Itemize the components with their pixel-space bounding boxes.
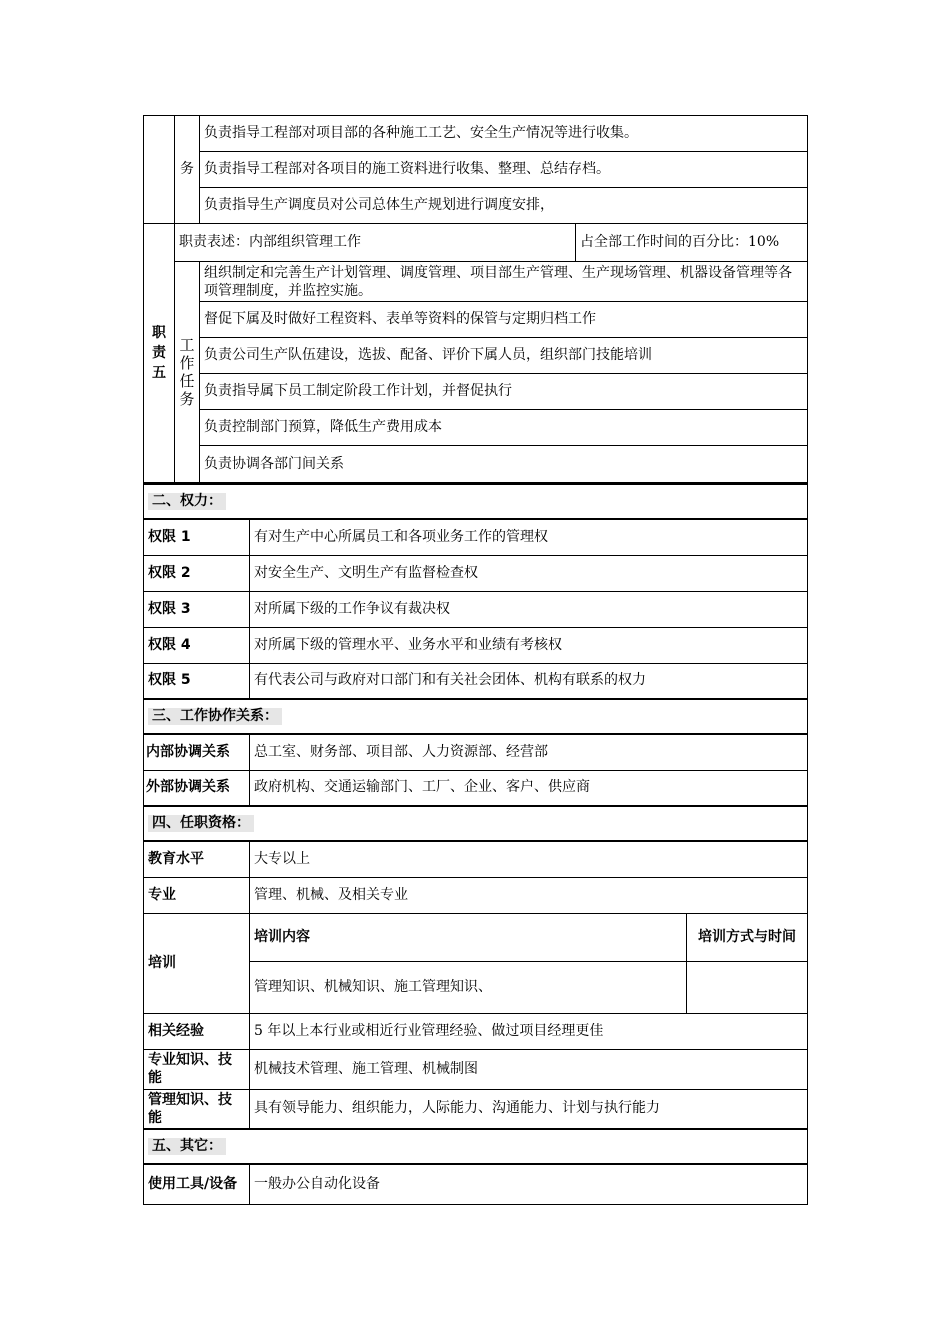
authority-section-header xyxy=(144,484,808,519)
authority-3-label: 权限 3 xyxy=(144,591,250,627)
authority-title: 二、权力： xyxy=(148,493,226,510)
authority-1-label: 权限 1 xyxy=(144,519,250,555)
external-relations-label: 外部协调关系 xyxy=(144,770,250,806)
duty4-task-1: 负责指导工程部对项目部的各种施工工艺、安全生产情况等进行收集。 xyxy=(200,116,808,152)
duty5-description: 职责表述：内部组织管理工作 xyxy=(175,224,576,262)
authority-2-label: 权限 2 xyxy=(144,555,250,591)
education-value: 大专以上 xyxy=(250,841,808,877)
qualification-section-header xyxy=(144,806,808,841)
experience-value: 5 年以上本行业或相近行业管理经验、做过项目经理更佳 xyxy=(250,1013,808,1049)
duties-table xyxy=(143,115,808,483)
training-method-value xyxy=(687,961,808,1013)
skills-value: 机械技术管理、施工管理、机械制图 xyxy=(250,1049,808,1089)
duty5-task-4: 负责指导属下员工制定阶段工作计划，并督促执行 xyxy=(200,374,808,410)
relations-title: 三、工作协作关系： xyxy=(148,708,282,725)
duty5-task-5: 负责控制部门预算，降低生产费用成本 xyxy=(200,410,808,446)
duty5-task-label xyxy=(175,262,200,483)
duty4-task-2: 负责指导工程部对各项目的施工资料进行收集、整理、总结存档。 xyxy=(200,152,808,188)
authority-4-label: 权限 4 xyxy=(144,627,250,663)
authority-4-value: 对所属下级的管理水平、业务水平和业绩有考核权 xyxy=(250,627,808,663)
details-table xyxy=(143,483,808,1205)
other-section-header xyxy=(144,1129,808,1164)
duty5-label-text: 职责五 xyxy=(152,325,166,381)
authority-5-label: 权限 5 xyxy=(144,663,250,699)
duty5-task-3: 负责公司生产队伍建设，选拔、配备、评价下属人员，组织部门技能培训 xyxy=(200,338,808,374)
mgmt-skills-label: 管理知识、技能 xyxy=(144,1089,250,1129)
duty5-task-2: 督促下属及时做好工程资料、表单等资料的保管与定期归档工作 xyxy=(200,302,808,338)
tools-label: 使用工具/设备 xyxy=(144,1164,250,1204)
authority-5-value: 有代表公司与政府对口部门和有关社会团体、机构有联系的权力 xyxy=(250,663,808,699)
training-content-value: 管理知识、机械知识、施工管理知识、 xyxy=(250,961,687,1013)
authority-1-value: 有对生产中心所属员工和各项业务工作的管理权 xyxy=(250,519,808,555)
other-title: 五、其它： xyxy=(148,1138,226,1155)
duty4-task-3: 负责指导生产调度员对公司总体生产规划进行调度安排， xyxy=(200,188,808,224)
duty4-label-cell xyxy=(144,116,175,224)
mgmt-skills-value: 具有领导能力、组织能力，人际能力、沟通能力、计划与执行能力 xyxy=(250,1089,808,1129)
duty5-task-6: 负责协调各部门间关系 xyxy=(200,446,808,483)
training-content-header: 培训内容 xyxy=(250,913,687,961)
job-description-page xyxy=(143,115,807,1205)
major-value: 管理、机械、及相关专业 xyxy=(250,877,808,913)
internal-relations-value: 总工室、财务部、项目部、人力资源部、经营部 xyxy=(250,734,808,770)
training-label: 培训 xyxy=(144,913,250,1013)
duty5-percentage: 占全部工作时间的百分比：10% xyxy=(576,224,808,262)
experience-label: 相关经验 xyxy=(144,1013,250,1049)
internal-relations-label: 内部协调关系 xyxy=(144,734,250,770)
major-label: 专业 xyxy=(144,877,250,913)
duty5-task-label-text: 工作任务 xyxy=(179,336,195,408)
authority-2-value: 对安全生产、文明生产有监督检查权 xyxy=(250,555,808,591)
education-label: 教育水平 xyxy=(144,841,250,877)
relations-section-header xyxy=(144,699,808,734)
training-method-header: 培训方式与时间 xyxy=(687,913,808,961)
external-relations-value: 政府机构、交通运输部门、工厂、企业、客户、供应商 xyxy=(250,770,808,806)
authority-3-value: 对所属下级的工作争议有裁决权 xyxy=(250,591,808,627)
duty4-task-label: 务 xyxy=(175,116,200,224)
duty5-label xyxy=(144,224,175,483)
duty5-task-1: 组织制定和完善生产计划管理、调度管理、项目部生产管理、生产现场管理、机器设备管理等各项管理制度，并监控实施。 xyxy=(200,262,808,302)
tools-value: 一般办公自动化设备 xyxy=(250,1164,808,1204)
qualification-title: 四、任职资格： xyxy=(148,815,254,832)
skills-label: 专业知识、技能 xyxy=(144,1049,250,1089)
